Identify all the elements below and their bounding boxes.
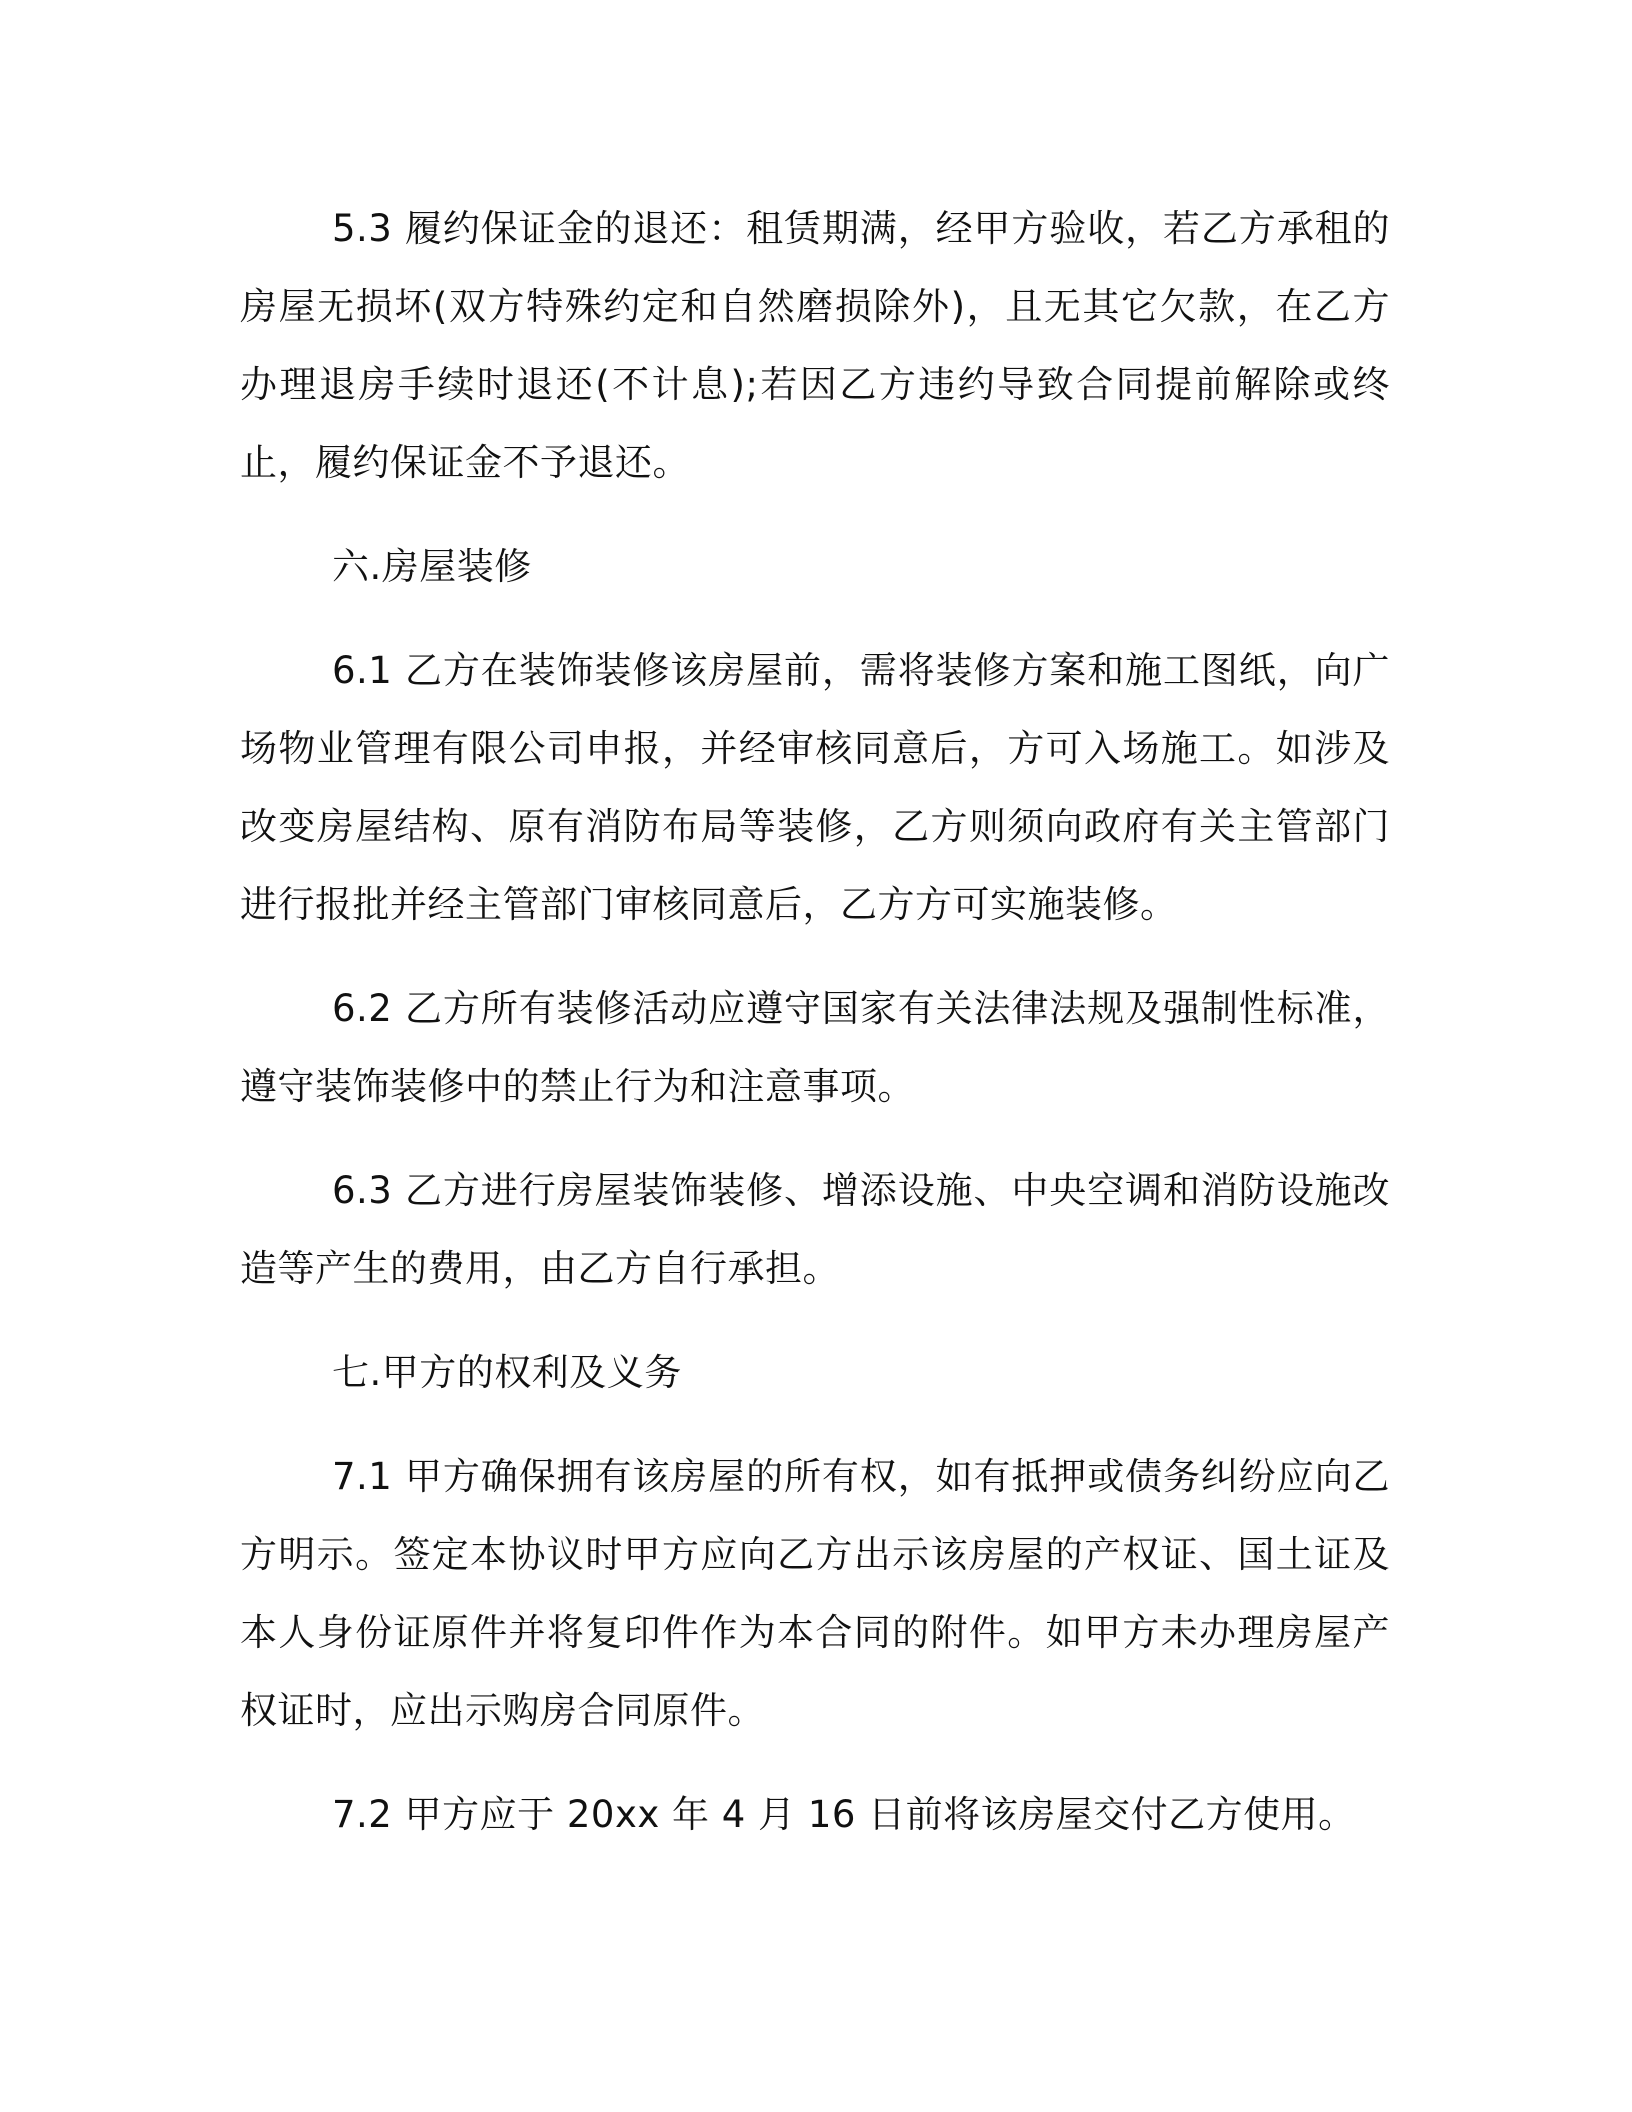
section-7-heading: 七.甲方的权利及义务 bbox=[332, 1351, 682, 1394]
paragraph-gap bbox=[240, 502, 1390, 528]
clause-6-1: 6.1 乙方在装饰装修该房屋前，需将装修方案和施工图纸，向广场物业管理有限公司申报，并经审核同意后，方可入场施工。如涉及改变房屋结构、原有消防布局等装修，乙方则须向政府有关主管部门进行报批并经主管部门审核同意后，乙方方可实施装修。 bbox=[240, 649, 1390, 926]
paragraph-gap bbox=[240, 1750, 1390, 1776]
paragraph-gap bbox=[240, 1412, 1390, 1438]
clause-5-3: 5.3 履约保证金的退还：租赁期满，经甲方验收，若乙方承租的房屋无损坏(双方特殊约定和自然磨损除外)，且无其它欠款，在乙方办理退房手续时退还(不计息);若因乙方违约导致合同提前解除或终止，履约保证金不予退还。 bbox=[240, 207, 1390, 484]
document-page bbox=[240, 190, 1390, 1854]
clause-7-2: 7.2 甲方应于 20xx 年 4 月 16 日前将该房屋交付乙方使用。 bbox=[332, 1793, 1356, 1836]
paragraph-gap bbox=[240, 944, 1390, 970]
paragraph-gap bbox=[240, 606, 1390, 632]
paragraph-gap bbox=[240, 1308, 1390, 1334]
clause-6-2: 6.2 乙方所有装修活动应遵守国家有关法律法规及强制性标准，遵守装饰装修中的禁止行为和注意事项。 bbox=[240, 987, 1390, 1108]
clause-6-3: 6.3 乙方进行房屋装饰装修、增添设施、中央空调和消防设施改造等产生的费用，由乙方自行承担。 bbox=[240, 1169, 1390, 1290]
paragraph-gap bbox=[240, 1126, 1390, 1152]
clause-7-1: 7.1 甲方确保拥有该房屋的所有权，如有抵押或债务纠纷应向乙方明示。签定本协议时甲方应向乙方出示该房屋的产权证、国土证及本人身份证原件并将复印件作为本合同的附件。如甲方未办理房屋产权证时，应出示购房合同原件。 bbox=[240, 1455, 1390, 1732]
section-6-heading: 六.房屋装修 bbox=[332, 545, 532, 588]
